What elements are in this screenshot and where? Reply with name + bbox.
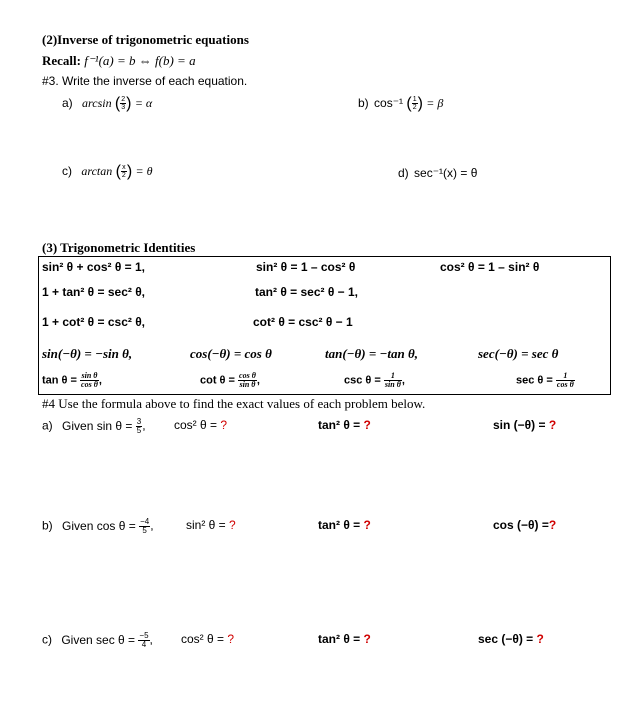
identity-r3c2: cot² θ = csc² θ − 1 bbox=[253, 315, 353, 329]
csc-lhs: csc θ = bbox=[344, 374, 381, 387]
problem-4a-label: a) bbox=[42, 418, 53, 433]
problem-4b-q2-text: tan² θ = bbox=[318, 518, 364, 532]
problem-4c-q1-text: cos² θ = bbox=[181, 632, 228, 646]
identity-r2c1: 1 + tan² θ = sec² θ, bbox=[42, 285, 146, 299]
problem-4c-num: −5 bbox=[139, 631, 149, 640]
problem-3b bbox=[358, 96, 443, 112]
csc-trail: , bbox=[401, 374, 405, 387]
problem-4b-q3 bbox=[493, 518, 556, 532]
csc-num: 1 bbox=[384, 372, 402, 381]
problem-4a-q2-mark: ? bbox=[363, 418, 371, 432]
problem-3a-arg: ( $\frac{2}{3}$ ) bbox=[114, 95, 132, 112]
problem-3a bbox=[62, 96, 152, 112]
identity-tan-quotient bbox=[42, 372, 102, 389]
problem-3a-label: a) bbox=[62, 96, 73, 111]
identity-r4c3: tan(−θ) = −tan θ, bbox=[325, 346, 418, 361]
cot-trail: , bbox=[256, 374, 260, 387]
problem-4a-num: 3 bbox=[136, 417, 142, 426]
problem-4c-comma: , bbox=[149, 632, 153, 647]
problem-4c-q1-mark: ? bbox=[227, 632, 235, 646]
cot-den: sin θ bbox=[239, 380, 256, 389]
problem-3d-expr: sec⁻¹(x) = θ bbox=[414, 166, 478, 180]
section2-title: (2)Inverse of trigonometric equations bbox=[42, 32, 249, 47]
problem-4c-q1 bbox=[181, 632, 234, 646]
section4-instruction: #4 Use the formula above to find the exact values of each problem below. bbox=[42, 396, 426, 411]
problem-4a-q1 bbox=[174, 418, 227, 432]
problem-3a-num: 2 bbox=[121, 96, 126, 104]
problem-4a-given bbox=[42, 418, 146, 435]
sec-den: cos θ bbox=[556, 380, 574, 389]
identity-r1c2: sin² θ = 1 – cos² θ bbox=[256, 260, 356, 274]
tan-den: cos θ bbox=[81, 380, 98, 389]
problem-4a-q3-text: sin (−θ) = bbox=[493, 418, 549, 432]
problem-3c bbox=[62, 164, 152, 180]
cot-lhs: cot θ = bbox=[200, 374, 235, 387]
tan-lhs: tan θ = bbox=[42, 374, 77, 387]
problem-4b-den: 5 bbox=[142, 526, 147, 535]
identity-r2c2: tan² θ = sec² θ − 1, bbox=[255, 285, 359, 299]
problem-4a-q2-text: tan² θ = bbox=[318, 418, 364, 432]
sec-num: 1 bbox=[556, 372, 575, 381]
problem-4c-q3-mark: ? bbox=[536, 632, 544, 646]
csc-den: sin θ bbox=[384, 380, 401, 389]
problem-4b-q1-mark: ? bbox=[229, 518, 236, 532]
problem-3c-den: 2 bbox=[121, 172, 126, 180]
recall-label: Recall: bbox=[42, 53, 85, 68]
problem-4a-q1-text: cos² θ = bbox=[174, 418, 221, 432]
tan-num: sin θ bbox=[81, 371, 98, 380]
problem-4b-q1-text: sin² θ = bbox=[186, 518, 230, 532]
tan-trail: , bbox=[98, 374, 102, 387]
problem-4a-given-text: Given sin θ = bbox=[62, 418, 133, 433]
problem-4a-comma: , bbox=[142, 418, 146, 433]
section2-instruction: #3. Write the inverse of each equation. bbox=[42, 74, 248, 88]
problem-4b-q3-mark: ? bbox=[548, 518, 557, 532]
problem-4c-q3 bbox=[478, 632, 544, 646]
problem-4b-q3-text: cos (−θ) = bbox=[493, 518, 549, 532]
problem-4b-label: b) bbox=[42, 518, 53, 533]
problem-4b-given bbox=[42, 518, 154, 535]
problem-3d-label: d) bbox=[398, 166, 409, 180]
problem-4c-q2-mark: ? bbox=[363, 632, 371, 646]
problem-3a-rhs: = α bbox=[134, 96, 153, 111]
problem-4b-q1 bbox=[186, 518, 236, 532]
problem-3c-arg: ( $\frac{x}{2}$ ) bbox=[115, 163, 133, 180]
identity-r3c1: 1 + cot² θ = csc² θ, bbox=[42, 315, 146, 329]
problem-4c-q2 bbox=[318, 632, 371, 646]
problem-4c-label: c) bbox=[42, 632, 52, 647]
problem-4c-q3-text: sec (−θ) = bbox=[478, 632, 537, 646]
problem-4c-den: 4 bbox=[141, 640, 147, 649]
problem-4a-den: 5 bbox=[136, 426, 142, 435]
problem-4a-q3 bbox=[493, 418, 556, 432]
problem-3b-label: b) bbox=[358, 96, 369, 111]
sec-lhs: sec θ = bbox=[516, 374, 553, 387]
problem-3c-num: x bbox=[122, 164, 126, 172]
problem-3c-rhs: = θ bbox=[135, 164, 153, 179]
problem-4a-q3-mark: ? bbox=[548, 418, 557, 432]
problem-3c-func: arctan bbox=[81, 164, 113, 179]
problem-3b-arg: ( $\frac{1}{2}$ ) bbox=[406, 95, 423, 112]
problem-4b-num: −4 bbox=[140, 517, 150, 526]
problem-4c-q2-text: tan² θ = bbox=[318, 632, 364, 646]
problem-4b-given-text: Given cos θ = bbox=[62, 518, 136, 533]
problem-4a-q2 bbox=[318, 418, 371, 432]
problem-4b-q2-mark: ? bbox=[363, 518, 371, 532]
identity-r4c4: sec(−θ) = sec θ bbox=[478, 346, 559, 361]
problem-3a-func: arcsin bbox=[82, 96, 112, 111]
identity-csc-quotient bbox=[344, 372, 405, 389]
problem-4b-comma: , bbox=[150, 518, 154, 533]
identity-r1c1: sin² θ + cos² θ = 1, bbox=[42, 260, 146, 274]
recall-line bbox=[42, 53, 196, 69]
identity-r1c3: cos² θ = 1 – sin² θ bbox=[440, 260, 540, 274]
identity-sec-quotient bbox=[516, 372, 575, 389]
problem-3b-rhs: = β bbox=[426, 96, 444, 111]
cot-num: cos θ bbox=[239, 371, 256, 380]
recall-formula: f⁻¹(a) = b ⇔ f(b) = a bbox=[84, 53, 196, 68]
problem-3b-den: 2 bbox=[412, 104, 417, 112]
identity-r4c1: sin(−θ) = −sin θ, bbox=[42, 346, 133, 361]
problem-4b-q2 bbox=[318, 518, 371, 532]
identity-r4c2: cos(−θ) = cos θ bbox=[190, 346, 272, 361]
problem-3b-func: cos⁻¹ bbox=[374, 96, 404, 111]
problem-4c-given bbox=[42, 632, 153, 649]
identity-cot-quotient bbox=[200, 372, 260, 389]
section3-title: (3) Trigonometric Identities bbox=[42, 240, 196, 255]
problem-3b-num: 1 bbox=[412, 96, 417, 104]
problem-3d bbox=[398, 166, 477, 180]
problem-3c-label: c) bbox=[62, 164, 72, 179]
problem-4c-given-text: Given sec θ = bbox=[61, 632, 136, 647]
problem-4a-q1-mark: ? bbox=[220, 418, 228, 432]
problem-3a-den: 3 bbox=[121, 104, 126, 112]
